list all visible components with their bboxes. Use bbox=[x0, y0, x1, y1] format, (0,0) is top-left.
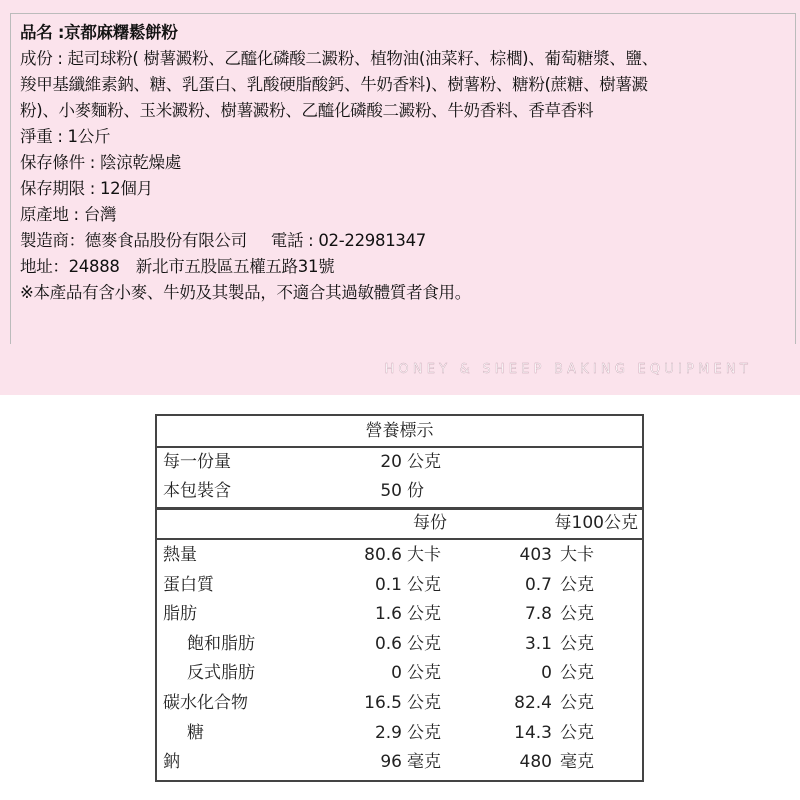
product-info-panel bbox=[0, 0, 800, 395]
per-100g-unit: 大卡 bbox=[560, 545, 594, 565]
per-100g-unit: 公克 bbox=[560, 604, 594, 625]
nutrient-label: 熱量 bbox=[163, 545, 197, 565]
nutrient-row bbox=[157, 719, 642, 748]
nutrient-row bbox=[157, 571, 642, 600]
nutrient-label: 碳水化合物 bbox=[163, 693, 248, 713]
count-unit: 份 bbox=[407, 481, 424, 501]
count-value: 50 bbox=[380, 481, 402, 501]
ingredients-line: 成份 : 起司球粉( 樹薯澱粉、乙醯化磷酸二澱粉、植物油(油菜籽、棕櫚)、葡萄糖漿、鹽、 bbox=[20, 49, 658, 68]
ingredients-line: 粉)、小麥麵粉、玉米澱粉、樹薯澱粉、乙醯化磷酸二澱粉、牛奶香料、香草香料 bbox=[20, 101, 594, 120]
nutrition-table bbox=[155, 414, 644, 782]
per-100g-value: 0.7 bbox=[524, 574, 552, 595]
phone: 電話 : 02-22981347 bbox=[270, 231, 426, 250]
per-100g-value: 0 bbox=[541, 663, 552, 684]
per-serving-value: 16.5 bbox=[364, 693, 402, 713]
per-100g-value: 403 bbox=[519, 545, 552, 565]
per-100g-unit: 公克 bbox=[560, 633, 594, 654]
per-100g-value: 480 bbox=[519, 752, 552, 773]
nutrient-label: 糖 bbox=[187, 722, 204, 743]
per-100g-header: 每100公克 bbox=[554, 513, 638, 533]
nutrient-row bbox=[157, 659, 642, 688]
shelf-life: 保存期限 : 12個月 bbox=[20, 179, 153, 198]
per-100g-unit: 公克 bbox=[560, 693, 594, 713]
per-serving-header: 每份 bbox=[413, 513, 447, 533]
nutrient-label: 蛋白質 bbox=[163, 574, 214, 595]
per-serving-unit: 公克 bbox=[407, 604, 441, 625]
per-serving-unit: 公克 bbox=[407, 722, 441, 743]
nutrient-row bbox=[157, 748, 642, 777]
per-serving-unit: 毫克 bbox=[407, 752, 441, 773]
per-serving-value: 2.9 bbox=[374, 722, 402, 743]
per-serving-unit: 公克 bbox=[407, 693, 441, 713]
per-100g-value: 7.8 bbox=[524, 604, 552, 625]
servings-count-row bbox=[157, 477, 642, 506]
per-serving-unit: 大卡 bbox=[407, 545, 441, 565]
nutrition-title: 營養標示 bbox=[365, 421, 434, 441]
net-weight: 淨重 : 1公斤 bbox=[20, 127, 111, 146]
ingredients-line: 羧甲基纖維素鈉、糖、乳蛋白、乳酸硬脂酸鈣、牛奶香料)、樹薯粉、糖粉(蔗糖、樹薯澱 bbox=[20, 75, 648, 94]
manufacturer: 製造商：德麥食品股份有限公司 bbox=[20, 231, 247, 250]
nutrient-label: 鈉 bbox=[163, 752, 180, 773]
nutrient-row bbox=[157, 541, 642, 570]
per-serving-unit: 公克 bbox=[407, 663, 441, 684]
nutrient-row bbox=[157, 630, 642, 659]
address: 地址：24888 新北市五股區五權五路31號 bbox=[20, 257, 335, 276]
per-100g-unit: 毫克 bbox=[560, 752, 594, 773]
per-serving-value: 0.1 bbox=[374, 574, 402, 595]
serving-size-row bbox=[157, 448, 642, 477]
allergy-note: ※本產品有含小麥、牛奶及其製品，不適合其過敏體質者食用。 bbox=[20, 283, 471, 302]
serving-label: 每一份量 bbox=[163, 452, 231, 472]
per-100g-value: 82.4 bbox=[514, 693, 552, 713]
per-100g-unit: 公克 bbox=[560, 663, 594, 684]
per-100g-value: 3.1 bbox=[524, 633, 552, 654]
per-serving-unit: 公克 bbox=[407, 633, 441, 654]
brand-watermark: HONEY & SHEEP BAKING EQUIPMENT bbox=[384, 362, 752, 377]
product-name: 品名 :京都麻糬鬆餅粉 bbox=[20, 23, 178, 42]
per-100g-unit: 公克 bbox=[560, 722, 594, 743]
nutrient-label: 脂肪 bbox=[163, 604, 197, 625]
nutrient-label: 反式脂肪 bbox=[187, 663, 255, 684]
per-serving-value: 1.6 bbox=[374, 604, 402, 625]
serving-unit: 公克 bbox=[407, 452, 441, 472]
per-serving-value: 80.6 bbox=[364, 545, 402, 565]
nutrient-label: 飽和脂肪 bbox=[187, 633, 255, 654]
origin: 原產地 : 台灣 bbox=[20, 205, 117, 224]
storage: 保存條件 : 陰涼乾燥處 bbox=[20, 153, 181, 172]
serving-value: 20 bbox=[380, 452, 402, 472]
nutrient-row bbox=[157, 600, 642, 629]
per-serving-value: 96 bbox=[380, 752, 402, 773]
per-serving-value: 0 bbox=[391, 663, 402, 684]
column-header-row bbox=[157, 509, 642, 538]
nutrient-row bbox=[157, 689, 642, 718]
per-serving-unit: 公克 bbox=[407, 574, 441, 595]
per-100g-unit: 公克 bbox=[560, 574, 594, 595]
per-serving-value: 0.6 bbox=[374, 633, 402, 654]
per-100g-value: 14.3 bbox=[514, 722, 552, 743]
count-label: 本包裝含 bbox=[163, 481, 231, 501]
